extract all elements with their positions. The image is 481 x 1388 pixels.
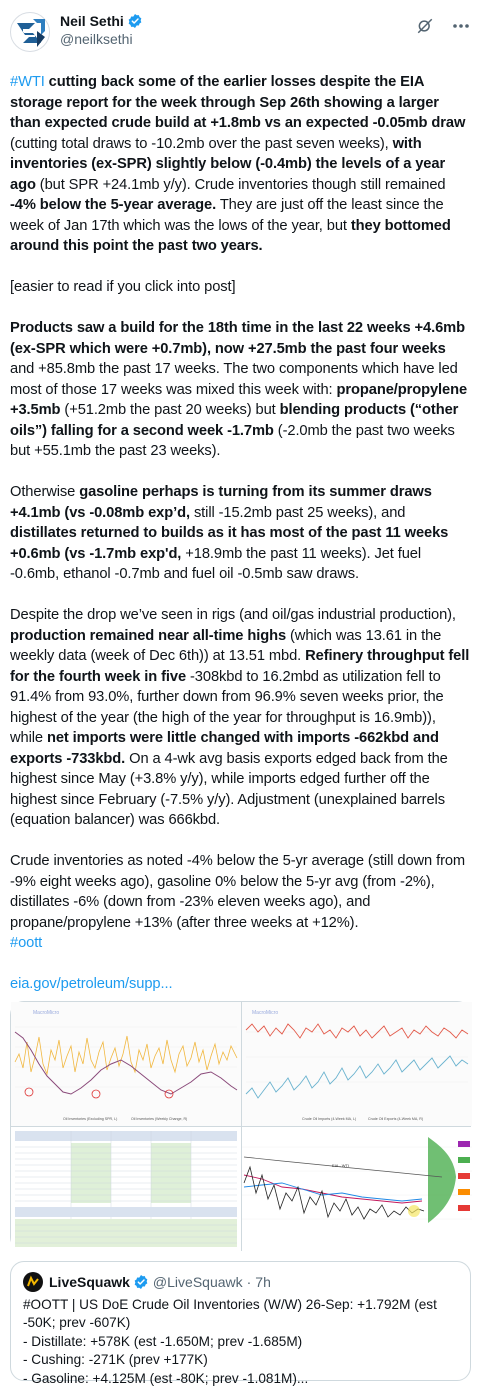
text: and +85.8mb the past 17 weeks. The two components which have led most of those 17 weeks was mixed this week with: xyxy=(10,361,458,398)
quoted-line: #OOTT | US DoE Crude Oil Inventories (W/W) 26-Sep: +1.792M (est -50K; prev -607K) xyxy=(23,1296,458,1333)
hashtag-wti[interactable]: #WTI xyxy=(10,74,45,90)
text: On a 4-wk avg basis exports edged back from the highest since May (+3.8% y/y), while imports edged further off the highest since February (-7.5% y/y). Adjustment (unexplained barrels (equation balancer) was 666kbd. xyxy=(10,751,448,829)
media-image-data-table[interactable] xyxy=(11,1127,241,1251)
paragraph-4 xyxy=(10,482,471,585)
text-bold: blending products (“other oils”) falling for a second week -1.7mb xyxy=(10,402,458,439)
media-image-imports-exports-chart[interactable] xyxy=(242,1002,472,1126)
text: +18.9mb the past 11 weeks). Jet fuel -0.6mb, ethanol -0.7mb and fuel oil -0.5mb saw draws. xyxy=(10,546,421,583)
external-link[interactable]: eia.gov/petroleum/supp... xyxy=(10,976,172,992)
text: (-2.0mb the past two weeks but +55.1mb the past 23 weeks). xyxy=(10,423,455,460)
text: Crude inventories as noted -4% below the 5-yr average (still down from -9% eight weeks ago), gasoline 0% below the 5-yr avg (from -2%), distillates -6% (down from -23% eleven weeks ago), and propane/propylene +13% (after three weeks at +12%). xyxy=(10,853,465,931)
legend-item: Oil Inventories (Excluding SPR, L) xyxy=(63,1117,117,1121)
watermark: MacroMicro xyxy=(33,1010,59,1016)
quoted-avatar[interactable] xyxy=(23,1272,43,1292)
avatar[interactable] xyxy=(10,12,50,52)
text: (+51.2mb the past 20 weeks) but xyxy=(64,402,275,418)
quoted-tweet-header xyxy=(23,1272,458,1292)
text-bold: with inventories (ex-SPR) slightly below (-0.4mb) the levels of a year ago xyxy=(10,136,445,193)
more-options-icon[interactable] xyxy=(451,16,471,36)
text: -308kbd to 16.2mbd as utilization fell to 91.4% from 93.0%, further down from 96.9% seven weeks prior, the highest of the year (the high of the year for throughput is 16.9mb)), while xyxy=(10,669,444,747)
quoted-author-handle[interactable]: @LiveSquawk xyxy=(153,1274,243,1290)
text-bold: -4% below the 5-year average. xyxy=(10,197,216,213)
text-bold: gasoline perhaps is turning from its summer draws +4.1mb (vs -0.08mb exp’d, xyxy=(10,484,432,521)
quoted-timestamp[interactable]: 7h xyxy=(255,1274,271,1290)
text-bold: net imports were little changed with imports -662kbd and exports -733kbd. xyxy=(10,730,439,767)
media-image-inventories-chart[interactable] xyxy=(11,1002,241,1126)
text: They are just off the least since the week of Jan 17th which was the lows of the year, but xyxy=(10,197,444,234)
text: Despite the drop we’ve seen in rigs (and oil/gas industrial production), xyxy=(10,607,456,623)
text: Otherwise xyxy=(10,484,75,500)
text-bold: propane/propylene +3.5mb xyxy=(10,382,467,419)
paragraph-link xyxy=(10,974,471,995)
hashtag-oott[interactable]: #oott xyxy=(10,935,42,951)
grok-icon[interactable] xyxy=(415,16,435,36)
quoted-line: - Distillate: +578K (est -1.650M; prev -1.685M) xyxy=(23,1333,458,1352)
text-bold: distillates returned to builds as it has most of the past 11 weeks +0.6mb (vs -1.7mb exp'd, xyxy=(10,525,448,562)
legend-item: Crude Oil Exports (4-Week MA, R) xyxy=(368,1117,423,1121)
text-bold: Products saw a build for the 18th time in the last 22 weeks +4.6mb (ex-SPR which were +0.7mb), now +27.5mb the past four weeks xyxy=(10,320,465,357)
quoted-line: - Gasoline: +4.125M (est -80K; prev -1.081M)... xyxy=(23,1370,458,1388)
text: (cutting total draws to -10.2mb over the past seven weeks), xyxy=(10,136,389,152)
text-bold: cutting back some of the earlier losses despite the EIA storage report for the week through Sep 26th showing a larger than expected crude build at +1.8mb vs an expected -0.05mb draw xyxy=(10,74,465,131)
text: still -15.2mb past 25 weeks), and xyxy=(194,505,405,521)
quoted-line: - Cushing: -271K (prev +177K) xyxy=(23,1351,458,1370)
legend-item: Crude Oil Imports (4-Week MA, L) xyxy=(302,1117,356,1121)
quoted-tweet-text xyxy=(23,1296,458,1388)
tweet-header xyxy=(10,12,471,60)
quoted-author-name[interactable]: LiveSquawk xyxy=(49,1274,130,1290)
media-image-wti-price-chart[interactable] xyxy=(242,1127,472,1251)
paragraph-6 xyxy=(10,851,471,954)
quoted-tweet[interactable] xyxy=(10,1261,471,1381)
text: (but SPR +24.1mb y/y). Crude inventories though still remained xyxy=(40,177,446,193)
verified-badge-icon xyxy=(133,1274,149,1290)
paragraph-5 xyxy=(10,605,471,831)
verified-badge-icon xyxy=(127,13,143,29)
chart-label: EIA - WTI xyxy=(332,1163,349,1168)
text-bold: Refinery throughput fell for the fourth week in five xyxy=(10,648,469,685)
watermark: MacroMicro xyxy=(252,1010,278,1016)
tweet-text xyxy=(10,72,471,995)
media-grid xyxy=(10,1001,471,1251)
paragraph-3 xyxy=(10,318,471,462)
text-bold: they bottomed around this point the past two years. xyxy=(10,218,451,255)
author-name[interactable]: Neil Sethi xyxy=(60,12,124,30)
legend-item: Oil Inventories (Weekly Change, R) xyxy=(131,1117,187,1121)
text: (which was 13.61 in the weekly data (week of Dec 6th)) at 13.51 mbd. xyxy=(10,628,441,665)
text-bold: production remained near all-time highs xyxy=(10,628,286,644)
paragraph-1 xyxy=(10,72,471,257)
paragraph-2: [easier to read if you click into post] xyxy=(10,277,471,298)
separator-dot: · xyxy=(247,1274,252,1290)
author-handle[interactable]: @neilksethi xyxy=(60,30,143,48)
